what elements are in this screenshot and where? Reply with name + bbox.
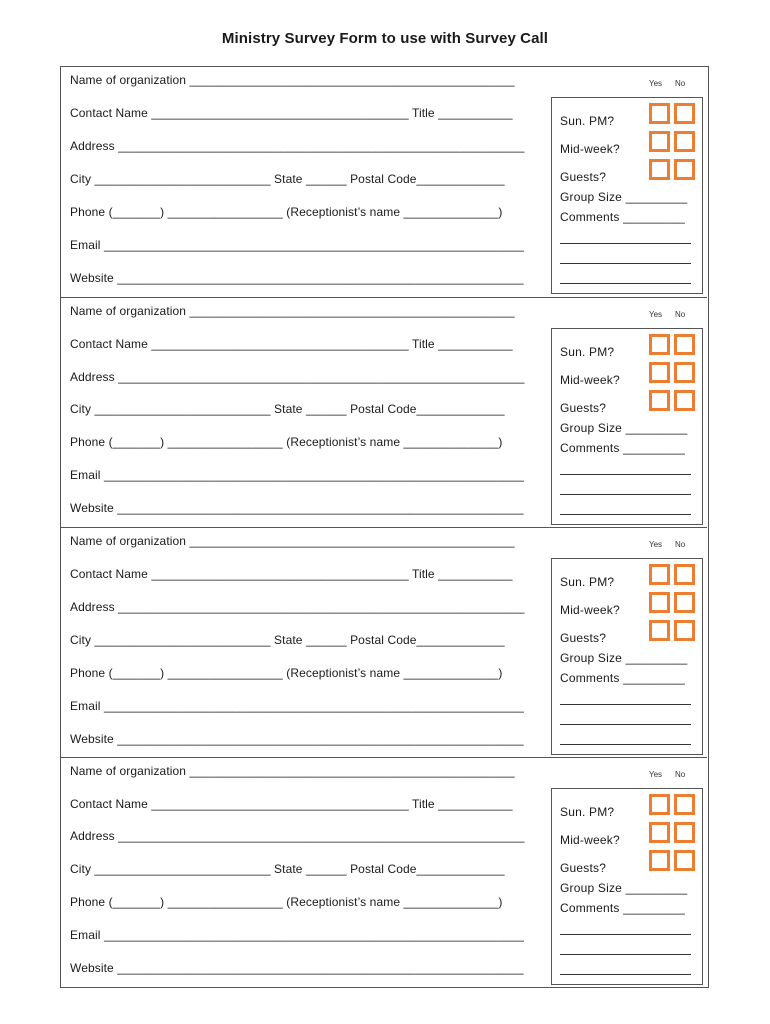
mid-week-label: Mid-week? xyxy=(560,142,620,156)
address-field[interactable]: Address ____________________________________________________________ xyxy=(70,600,525,614)
mid-week-no-checkbox[interactable] xyxy=(674,362,695,383)
organization-name-field[interactable]: Name of organization ________________________________________________ xyxy=(70,73,515,87)
survey-form xyxy=(60,66,709,988)
attendance-panel xyxy=(551,328,703,525)
sun-pm-label: Sun. PM? xyxy=(560,114,615,128)
guests-yes-checkbox[interactable] xyxy=(649,850,670,871)
guests-label: Guests? xyxy=(560,170,607,184)
comments-field[interactable]: Comments _________ xyxy=(560,901,686,915)
guests-no-checkbox[interactable] xyxy=(674,390,695,411)
mid-week-no-checkbox[interactable] xyxy=(674,822,695,843)
sun-pm-yes-checkbox[interactable] xyxy=(649,103,670,124)
guests-no-checkbox[interactable] xyxy=(674,850,695,871)
city-state-postal-field[interactable]: City __________________________ State ______ Postal Code_____________ xyxy=(70,172,505,186)
no-header: No xyxy=(675,310,686,319)
mid-week-yes-checkbox[interactable] xyxy=(649,362,670,383)
email-field[interactable]: Email ______________________________________________________________ xyxy=(70,238,524,252)
phone-field[interactable]: Phone (_______) _________________ (Receptionist’s name ______________) xyxy=(70,895,503,909)
mid-week-label: Mid-week? xyxy=(560,373,620,387)
group-size-field[interactable]: Group Size _________ xyxy=(560,421,688,435)
comments-line[interactable] xyxy=(560,724,691,725)
mid-week-label: Mid-week? xyxy=(560,603,620,617)
comments-line[interactable] xyxy=(560,474,691,475)
yes-header: Yes xyxy=(649,79,663,88)
comments-line[interactable] xyxy=(560,283,691,284)
yes-header: Yes xyxy=(649,770,663,779)
comments-line[interactable] xyxy=(560,704,691,705)
sun-pm-label: Sun. PM? xyxy=(560,575,615,589)
page-title: Ministry Survey Form to use with Survey Call xyxy=(221,30,549,47)
organization-name-field[interactable]: Name of organization ________________________________________________ xyxy=(70,764,515,778)
sun-pm-yes-checkbox[interactable] xyxy=(649,564,670,585)
comments-line[interactable] xyxy=(560,934,691,935)
sun-pm-no-checkbox[interactable] xyxy=(674,794,695,815)
address-field[interactable]: Address ____________________________________________________________ xyxy=(70,370,525,384)
website-field[interactable]: Website ____________________________________________________________ xyxy=(70,501,524,515)
comments-line[interactable] xyxy=(560,514,691,515)
mid-week-label: Mid-week? xyxy=(560,833,620,847)
sun-pm-label: Sun. PM? xyxy=(560,805,615,819)
mid-week-yes-checkbox[interactable] xyxy=(649,131,670,152)
yes-header: Yes xyxy=(649,540,663,549)
attendance-panel xyxy=(551,558,703,755)
mid-week-yes-checkbox[interactable] xyxy=(649,822,670,843)
sun-pm-label: Sun. PM? xyxy=(560,345,615,359)
email-field[interactable]: Email ______________________________________________________________ xyxy=(70,928,524,942)
group-size-field[interactable]: Group Size _________ xyxy=(560,881,688,895)
city-state-postal-field[interactable]: City __________________________ State ______ Postal Code_____________ xyxy=(70,402,505,416)
comments-line[interactable] xyxy=(560,744,691,745)
survey-entry-4 xyxy=(61,757,707,987)
website-field[interactable]: Website ____________________________________________________________ xyxy=(70,271,524,285)
sun-pm-yes-checkbox[interactable] xyxy=(649,794,670,815)
yes-header: Yes xyxy=(649,310,663,319)
sun-pm-no-checkbox[interactable] xyxy=(674,334,695,355)
sun-pm-yes-checkbox[interactable] xyxy=(649,334,670,355)
sun-pm-no-checkbox[interactable] xyxy=(674,564,695,585)
city-state-postal-field[interactable]: City __________________________ State ______ Postal Code_____________ xyxy=(70,862,505,876)
phone-field[interactable]: Phone (_______) _________________ (Receptionist’s name ______________) xyxy=(70,435,503,449)
sun-pm-no-checkbox[interactable] xyxy=(674,103,695,124)
email-field[interactable]: Email ______________________________________________________________ xyxy=(70,699,524,713)
comments-field[interactable]: Comments _________ xyxy=(560,210,686,224)
guests-label: Guests? xyxy=(560,861,607,875)
comments-line[interactable] xyxy=(560,974,691,975)
group-size-field[interactable]: Group Size _________ xyxy=(560,190,688,204)
guests-label: Guests? xyxy=(560,401,607,415)
contact-name-field[interactable]: Contact Name ______________________________________ Title ___________ xyxy=(70,337,513,351)
phone-field[interactable]: Phone (_______) _________________ (Receptionist’s name ______________) xyxy=(70,666,503,680)
comments-field[interactable]: Comments _________ xyxy=(560,441,686,455)
comments-line[interactable] xyxy=(560,243,691,244)
mid-week-no-checkbox[interactable] xyxy=(674,592,695,613)
no-header: No xyxy=(675,770,686,779)
comments-field[interactable]: Comments _________ xyxy=(560,671,686,685)
contact-name-field[interactable]: Contact Name ______________________________________ Title ___________ xyxy=(70,106,513,120)
group-size-field[interactable]: Group Size _________ xyxy=(560,651,688,665)
contact-name-field[interactable]: Contact Name ______________________________________ Title ___________ xyxy=(70,797,513,811)
address-field[interactable]: Address ____________________________________________________________ xyxy=(70,829,525,843)
guests-yes-checkbox[interactable] xyxy=(649,620,670,641)
attendance-panel xyxy=(551,788,703,985)
mid-week-no-checkbox[interactable] xyxy=(674,131,695,152)
survey-entry-3 xyxy=(61,527,707,757)
organization-name-field[interactable]: Name of organization ________________________________________________ xyxy=(70,534,515,548)
survey-entry-2 xyxy=(61,297,707,527)
comments-line[interactable] xyxy=(560,494,691,495)
comments-line[interactable] xyxy=(560,263,691,264)
contact-name-field[interactable]: Contact Name ______________________________________ Title ___________ xyxy=(70,567,513,581)
guests-no-checkbox[interactable] xyxy=(674,159,695,180)
guests-yes-checkbox[interactable] xyxy=(649,390,670,411)
email-field[interactable]: Email ______________________________________________________________ xyxy=(70,468,524,482)
guests-yes-checkbox[interactable] xyxy=(649,159,670,180)
website-field[interactable]: Website ____________________________________________________________ xyxy=(70,961,524,975)
mid-week-yes-checkbox[interactable] xyxy=(649,592,670,613)
no-header: No xyxy=(675,79,686,88)
website-field[interactable]: Website ____________________________________________________________ xyxy=(70,732,524,746)
guests-no-checkbox[interactable] xyxy=(674,620,695,641)
survey-entry-1 xyxy=(61,67,707,297)
phone-field[interactable]: Phone (_______) _________________ (Receptionist’s name ______________) xyxy=(70,205,503,219)
organization-name-field[interactable]: Name of organization ________________________________________________ xyxy=(70,304,515,318)
address-field[interactable]: Address ____________________________________________________________ xyxy=(70,139,525,153)
guests-label: Guests? xyxy=(560,631,607,645)
attendance-panel xyxy=(551,97,703,294)
comments-line[interactable] xyxy=(560,954,691,955)
no-header: No xyxy=(675,540,686,549)
city-state-postal-field[interactable]: City __________________________ State ______ Postal Code_____________ xyxy=(70,633,505,647)
